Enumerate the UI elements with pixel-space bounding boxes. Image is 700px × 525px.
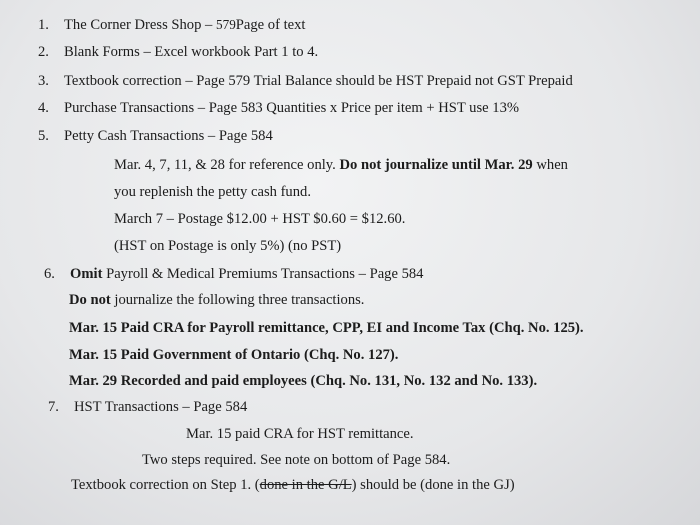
list-item-6 [44, 265, 423, 283]
item-number: 4. [38, 100, 49, 116]
item-text: Petty Cash Transactions – Page 584 [64, 128, 273, 144]
hst-note-line-2: Two steps required. See note on bottom of Page 584. [142, 452, 451, 468]
item-suffix: Page of text [235, 17, 306, 33]
list-item-3 [38, 72, 573, 90]
item-number: 6. [44, 266, 55, 282]
payroll-transaction-3: Mar. 29 Recorded and paid employees (Chq. No. 131, No. 132 and No. 133). [69, 373, 538, 389]
petty-cash-note-line-3: March 7 – Postage $12.00 + HST $0.60 = $12.60. [114, 211, 406, 227]
item-text: Textbook correction – Page 579 Trial Balance should be HST Prepaid not GST Prepaid [64, 73, 573, 89]
item-number: 2. [38, 44, 49, 60]
item-number: 5. [38, 128, 49, 144]
item-text: Purchase Transactions – Page 583 Quantities x Price per item + HST use 13% [64, 100, 520, 116]
hst-note-line-1: Mar. 15 paid CRA for HST remittance. [186, 426, 414, 442]
hst-note-line-3: Textbook correction on Step 1. (done in the G/L) should be (done in the GJ) [71, 477, 515, 493]
emphasis-text: Omit [70, 266, 103, 282]
item-text: The Corner Dress Shop – [64, 17, 216, 33]
page-number: 579 [216, 17, 236, 32]
petty-cash-note-line-4: (HST on Postage is only 5%) (no PST) [114, 238, 342, 254]
list-item-7 [48, 398, 247, 416]
item-number: 1. [38, 17, 49, 33]
item-text: Blank Forms – Excel workbook Part 1 to 4. [64, 44, 319, 60]
item-number: 3. [38, 73, 49, 89]
payroll-transaction-2: Mar. 15 Paid Government of Ontario (Chq. No. 127). [69, 347, 399, 363]
item-text: HST Transactions – Page 584 [74, 399, 248, 415]
petty-cash-note-line-2: you replenish the petty cash fund. [114, 184, 311, 200]
payroll-transaction-1: Mar. 15 Paid CRA for Payroll remittance, CPP, EI and Income Tax (Chq. No. 125). [69, 320, 584, 336]
list-item-4 [38, 99, 519, 117]
emphasis-text: Do not journalize until Mar. 29 [339, 157, 533, 173]
list-item-2 [38, 43, 318, 61]
emphasis-text: Do not [69, 292, 111, 308]
petty-cash-note-line-1: Mar. 4, 7, 11, & 28 for reference only. Do not journalize until Mar. 29 when [114, 157, 568, 173]
item-number: 7. [48, 399, 59, 415]
item-text: Payroll & Medical Premiums Transactions – Page 584 [102, 266, 424, 282]
list-item-1 [38, 16, 306, 34]
struck-text: done in the G/L [259, 477, 352, 493]
payroll-note-line-1: Do not journalize the following three transactions. [69, 292, 365, 308]
list-item-5 [38, 127, 273, 145]
